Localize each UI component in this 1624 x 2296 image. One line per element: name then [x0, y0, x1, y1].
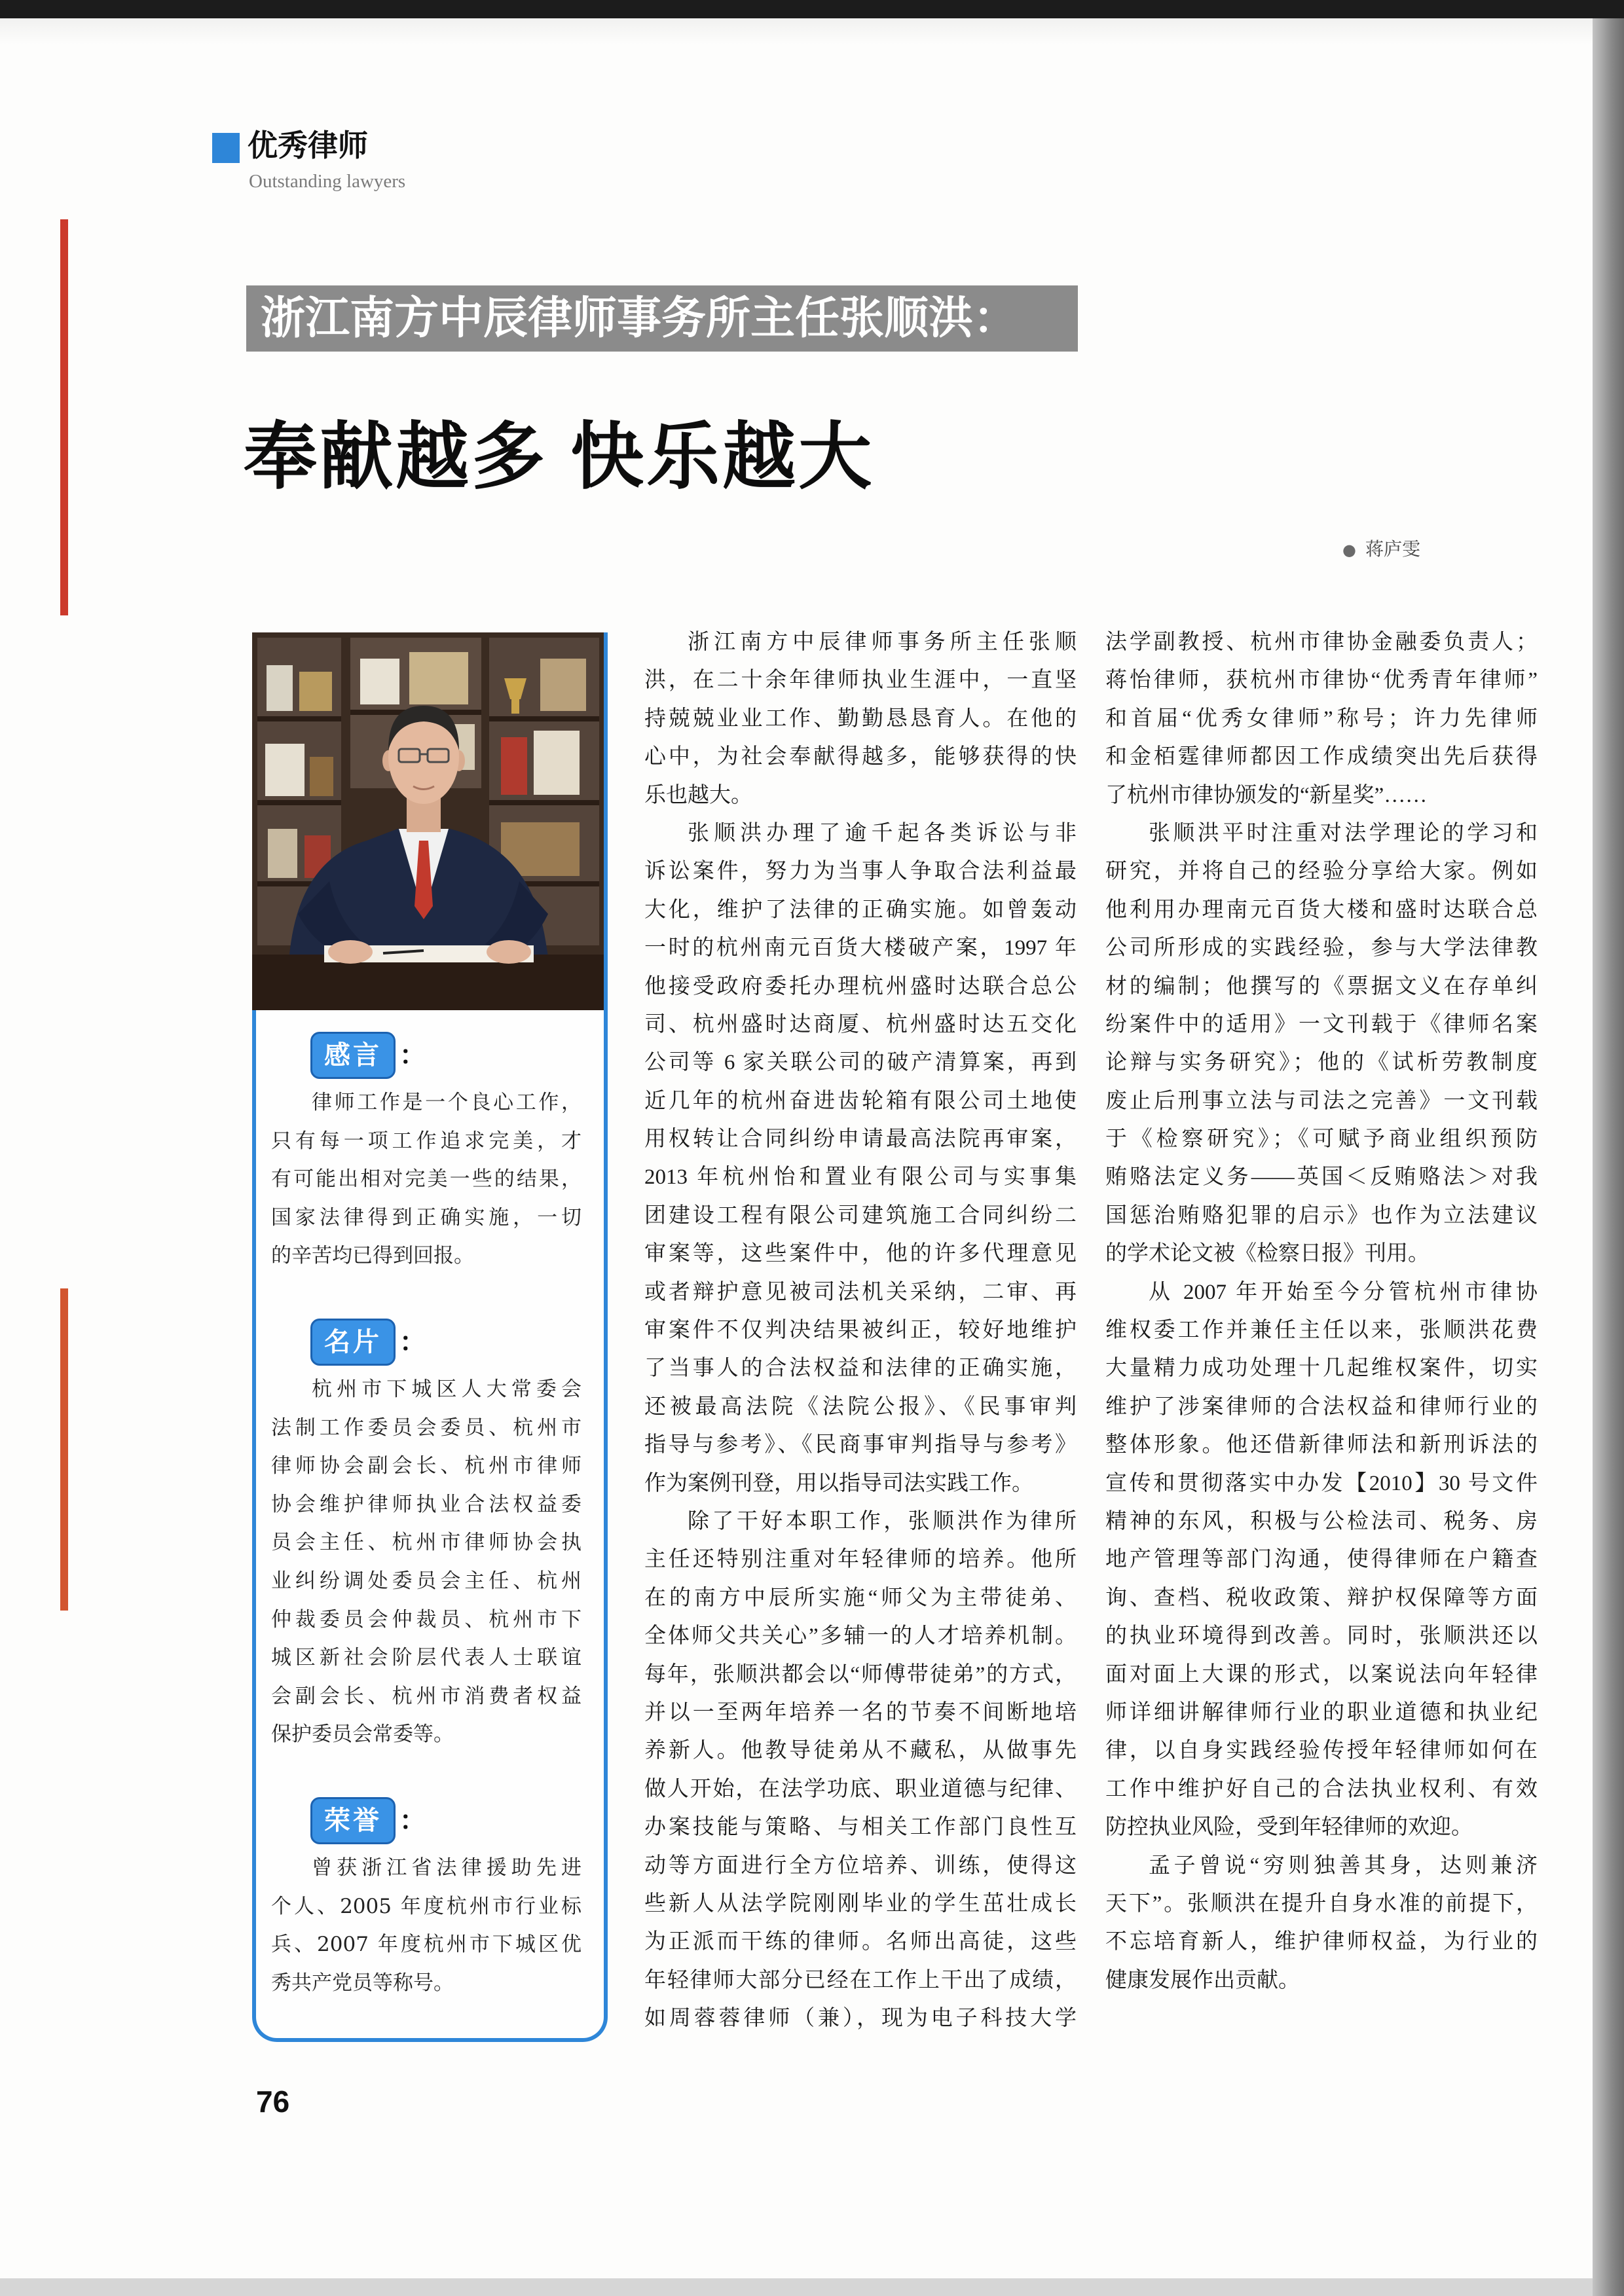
framed-certificate — [265, 744, 304, 796]
text-line: 办案技能与策略、与相关工作部门良性互 — [644, 1815, 1077, 1840]
text-line: 做人开始，在法学功底、职业道德与纪律、 — [644, 1777, 1077, 1801]
paragraph — [644, 814, 1077, 1503]
section-heading — [256, 1797, 604, 1844]
framed-certificate — [267, 665, 293, 711]
text-line: 国惩治贿赂犯罪的启示》也作为立法建议 — [1105, 1203, 1538, 1228]
text-line: 公司所形成的实践经验，参与大学法律教 — [1105, 936, 1538, 960]
text-line: 律，以自身实践经验传授年轻律师如何在 — [1105, 1739, 1538, 1763]
article-column-middle — [644, 623, 1077, 2037]
trophy-icon — [511, 699, 519, 714]
paragraph — [271, 1370, 581, 1754]
text-line: 国家法律得到正确实施，一切 — [271, 1205, 581, 1230]
text-line: 乐也越大。 — [644, 783, 752, 807]
bullet-icon: ● — [1342, 541, 1356, 559]
text-line: 了当事人的合法权益和法律的正确实施， — [644, 1357, 1077, 1381]
text-line: 询、查档、税收政策、辩护权保障等方面 — [1105, 1586, 1538, 1610]
text-line: 法制工作委员会委员、杭州市 — [271, 1415, 581, 1440]
text-line: 废止后刑事立法与司法之完善》一文刊载 — [1105, 1089, 1538, 1113]
byline — [1342, 537, 1420, 566]
desk — [252, 955, 604, 1010]
profile-sidebar — [252, 632, 608, 2042]
text-line: 张顺洪办理了逾千起各类诉讼与非 — [688, 821, 1077, 845]
article-column-right — [1105, 623, 1538, 1999]
text-line: 指导与参考》、《民商事审判指导与参考》 — [644, 1433, 1077, 1457]
section-body — [256, 1849, 581, 2002]
text-line: 从 2007 年开始至今分管杭州市律协 — [1149, 1280, 1538, 1304]
scanner-bottom-edge — [0, 2278, 1593, 2296]
author-name: 蒋庐雯 — [1365, 539, 1420, 560]
text-line: 浙江南方中辰律师事务所主任张顺 — [688, 630, 1077, 654]
text-line: 法学副教授、杭州市律协金融委负责人； — [1105, 630, 1538, 654]
section-badge: 名片 — [310, 1319, 396, 1366]
text-line: 曾获浙江省法律援助先进 — [312, 1855, 581, 1880]
text-line: 大量精力成功处理十几起维权案件，切实 — [1105, 1357, 1538, 1381]
page-edge-shadow — [1593, 18, 1624, 2296]
paragraph — [271, 1084, 581, 1275]
hand — [328, 940, 373, 964]
text-line: 或者辩护意见被司法机关采纳，二审、再 — [644, 1280, 1077, 1304]
text-line: 了杭州市律协颁发的“新星奖”…… — [1105, 783, 1428, 807]
sidebar-section-honors — [256, 1797, 604, 2002]
hand — [487, 940, 531, 964]
book-row — [409, 652, 468, 704]
book-stack — [299, 672, 332, 711]
text-line: 审案件不仅判决结果被纠正，较好地维护 — [644, 1319, 1077, 1343]
text-line: 孟子曾说“穷则独善其身，达则兼济 — [1149, 1853, 1538, 1878]
framed-certificate — [360, 659, 399, 704]
paragraph — [1105, 814, 1538, 1273]
text-line: 业纠纷调处委员会主任、杭州 — [271, 1569, 581, 1593]
section-body — [256, 1370, 581, 1754]
text-line: 只有每一项工作追求完美，才 — [271, 1129, 581, 1153]
text-line: 在的南方中辰所实施“师父为主带徒弟、 — [644, 1586, 1077, 1610]
kicker-text: 浙江南方中辰律师事务所主任张顺洪： — [261, 293, 1018, 343]
spine-color-mark — [60, 219, 68, 615]
text-line: 年轻律师大部分已经在工作上干出了成绩， — [644, 1968, 1077, 1992]
section-title: 优秀律师 — [248, 128, 368, 162]
paragraph — [644, 623, 1077, 814]
text-line: 地产管理等部门沟通，使得律师在户籍查 — [1105, 1548, 1538, 1572]
kicker-banner — [246, 285, 1078, 352]
text-line: 持兢兢业业工作、勤勤恳恳育人。在他的 — [644, 706, 1077, 731]
text-line: 律师工作是一个良心工作， — [312, 1091, 581, 1114]
paragraph — [1105, 1273, 1538, 1847]
text-line: 一时的杭州南元百货大楼破产案，1997 年 — [644, 936, 1077, 960]
text-line: 员会主任、杭州市律师协会执 — [271, 1531, 581, 1555]
book-stack — [310, 757, 333, 796]
text-line: 动等方面进行全方位培养、训练，使得这 — [644, 1853, 1077, 1878]
text-line: 研究，并将自己的经验分享给大家。例如 — [1105, 860, 1538, 884]
text-line: 和金栢霆律师都因工作成绩突出先后获得 — [1105, 745, 1538, 769]
paragraph — [644, 1503, 1077, 2037]
text-line: 精神的东风，积极与公检法司、税务、房 — [1105, 1509, 1538, 1533]
text-line: 他接受政府委托办理杭州盛时达联合总公 — [644, 974, 1077, 998]
framed-certificate — [268, 829, 297, 878]
text-line: 不忘培育新人，维护律师权益，为行业的 — [1105, 1930, 1538, 1954]
text-line: 防控执业风险，受到年轻律师的欢迎。 — [1105, 1815, 1473, 1840]
text-line: 会副会长、杭州市消费者权益 — [271, 1684, 581, 1708]
text-line: 主任还特别注重对年轻律师的培养。他所 — [644, 1548, 1077, 1572]
text-line: 全体师父共关心”多辅一的人才培养机制。 — [644, 1624, 1077, 1649]
book-row — [540, 659, 586, 711]
text-line: 还被最高法院《法院公报》、《民事审判 — [644, 1394, 1077, 1419]
text-line: 2013 年杭州怡和置业有限公司与实事集 — [644, 1165, 1077, 1190]
text-line: 司、杭州盛时达商厦、杭州盛时达五交化 — [644, 1012, 1077, 1036]
section-body — [256, 1084, 581, 1275]
paragraph — [1105, 623, 1538, 814]
text-line: 养新人。他教导徒弟从不藏私，从做事先 — [644, 1739, 1077, 1763]
text-line: 仲裁委员会仲裁员、杭州市下 — [271, 1607, 581, 1631]
text-line: 团建设工程有限公司建筑施工合同纠纷二 — [644, 1203, 1077, 1228]
text-line: 审案等，这些案件中，他的许多代理意见 — [644, 1242, 1077, 1266]
text-line: 每年，张顺洪都会以“师傅带徒弟”的方式， — [644, 1662, 1077, 1686]
text-line: 材的编制；他撰写的《票据文义在存单纠 — [1105, 974, 1538, 998]
section-marker-square-icon — [212, 133, 240, 163]
section-colon: ： — [399, 1041, 426, 1070]
text-line: 近几年的杭州奋进齿轮箱有限公司土地使 — [644, 1089, 1077, 1113]
sidebar-section-quote — [256, 1032, 604, 1275]
text-line: 纷案件中的适用》一文刊载于《律师名案 — [1105, 1012, 1538, 1036]
text-line: 的辛苦均已得到回报。 — [271, 1244, 474, 1268]
text-line: 工作中维护好自己的合法执业权利、有效 — [1105, 1777, 1538, 1801]
section-heading — [256, 1319, 604, 1366]
text-line: 心中，为社会奉献得越多，能够获得的快 — [644, 745, 1077, 769]
sidebar-sections — [256, 1032, 604, 2045]
text-line: 和首届“优秀女律师”称号；许力先律师 — [1105, 706, 1538, 731]
text-line: 作为案例刊登，用以指导司法实践工作。 — [644, 1471, 1033, 1495]
text-line: 协会维护律师执业合法权益委 — [271, 1492, 581, 1516]
shelf-board — [257, 800, 341, 805]
text-line: 公司等 6 家关联公司的破产清算案，再到 — [644, 1051, 1077, 1075]
text-line: 诉讼案件，努力为当事人争取合法利益最 — [644, 860, 1077, 884]
paragraph — [1105, 1847, 1538, 2000]
text-line: 些新人从法学院刚刚毕业的学生茁壮成长 — [644, 1891, 1077, 1916]
text-line: 贿赂法定义务——英国＜反贿赂法＞对我 — [1105, 1165, 1538, 1190]
text-line: 个人、2005 年度杭州市行业标 — [271, 1894, 581, 1918]
section-heading — [256, 1032, 604, 1079]
text-line: 天下”。张顺洪在提升自身水准的前提下， — [1105, 1891, 1538, 1916]
text-line: 保护委员会常委等。 — [271, 1722, 454, 1747]
sidebar-section-profile — [256, 1319, 604, 1754]
text-line: 大化，维护了法律的正确实施。如曾轰动 — [644, 898, 1077, 922]
shelf-board — [257, 716, 341, 721]
text-line: 维权委工作并兼任主任以来，张顺洪花费 — [1105, 1319, 1538, 1343]
page-number: 76 — [256, 2085, 290, 2119]
spine-color-mark — [60, 1288, 68, 1611]
shelf-board — [489, 800, 599, 805]
article-title: 奉献越多 快乐越大 — [244, 416, 875, 498]
text-line: 的学术论文被《检察日报》刊用。 — [1105, 1242, 1430, 1266]
text-line: 师详细讲解律师行业的职业道德和执业纪 — [1105, 1700, 1538, 1724]
text-line: 为正派而干练的律师。名师出高徒，这些 — [644, 1930, 1077, 1954]
text-line: 并以一至两年培养一名的节奏不间断地培 — [644, 1700, 1077, 1724]
section-badge: 感言 — [310, 1032, 396, 1079]
text-line: 的执业环境得到改善。同时，张顺洪还以 — [1105, 1624, 1538, 1649]
text-line: 于《检察研究》；《可赋予商业组织预防 — [1105, 1127, 1538, 1152]
text-line: 除了干好本职工作，张顺洪作为律所 — [688, 1509, 1077, 1533]
text-line: 整体形象。他还借新律师法和新刑诉法的 — [1105, 1433, 1538, 1457]
text-line: 健康发展作出贡献。 — [1105, 1968, 1300, 1992]
text-line: 城区新社会阶层代表人士联谊 — [271, 1646, 581, 1670]
section-colon: ： — [399, 1806, 426, 1835]
portrait-photo — [252, 632, 604, 1010]
text-line: 兵、2007 年度杭州市下城区优 — [271, 1933, 581, 1957]
text-line: 秀共产党员等称号。 — [271, 1971, 454, 1995]
section-colon: ： — [399, 1327, 426, 1357]
text-line: 蒋怡律师，获杭州市律协“优秀青年律师” — [1105, 668, 1538, 693]
shelf-board — [489, 716, 599, 721]
text-line: 张顺洪平时注重对法学理论的学习和 — [1149, 821, 1538, 845]
scanner-top-edge — [0, 0, 1624, 18]
section-badge: 荣誉 — [310, 1797, 396, 1844]
text-line: 如周蓉蓉律师（兼），现为电子科技大学 — [644, 2007, 1077, 2031]
section-subtitle: Outstanding lawyers — [249, 171, 406, 192]
text-line: 用权转让合同纠纷申请最高法院再审案， — [644, 1127, 1077, 1152]
text-line: 洪，在二十余年律师执业生涯中，一直坚 — [644, 668, 1077, 693]
text-line: 杭州市下城区人大常委会 — [312, 1377, 581, 1401]
text-line: 律师协会副会长、杭州市律师 — [271, 1454, 581, 1478]
text-line: 他利用办理南元百货大楼和盛时达联合总 — [1105, 898, 1538, 922]
text-line: 论辩与实务研究》；他的《试析劳教制度 — [1105, 1051, 1538, 1075]
framed-certificate — [534, 731, 580, 795]
portrait-photo-frame — [252, 632, 604, 1010]
red-book — [501, 737, 527, 795]
paragraph — [271, 1849, 581, 2002]
text-line: 维护了涉案律师的合法权益和律师行业的 — [1105, 1394, 1538, 1419]
text-line: 面对面上大课的形式，以案说法向年轻律 — [1105, 1662, 1538, 1686]
text-line: 有可能出相对完美一些的结果， — [271, 1167, 581, 1192]
text-line: 宣传和贯彻落实中办发【2010】30 号文件 — [1105, 1471, 1538, 1495]
